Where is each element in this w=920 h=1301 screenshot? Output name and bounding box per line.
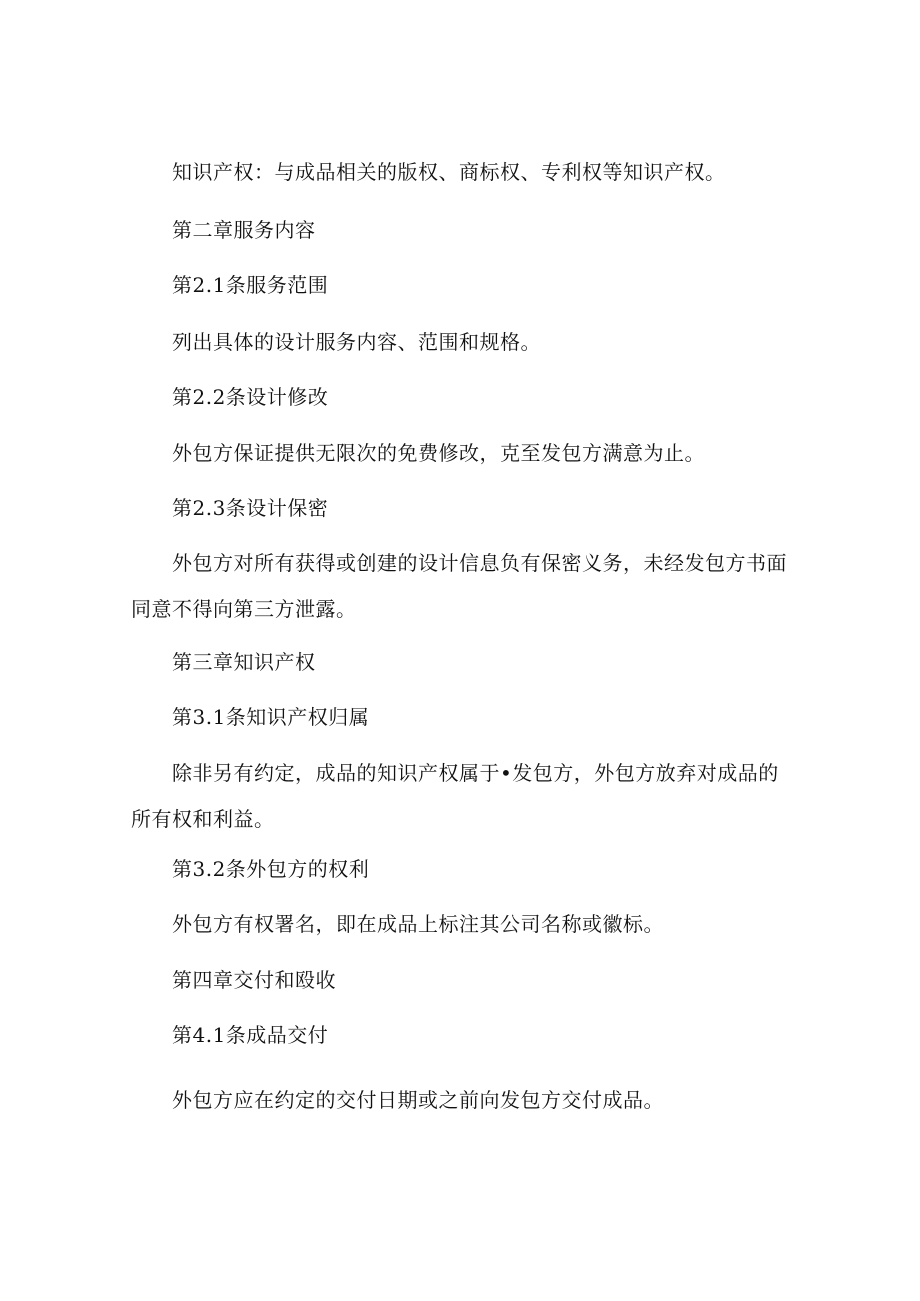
article-3-1-heading: 第3.1条知识产权归属 bbox=[172, 705, 370, 729]
article-3-1-text: 除非另有约定，成品的知识产权属于•发包方，外包方放弃对成品的所有权和利益。 bbox=[131, 761, 779, 831]
article-4-1-text: 外包方应在约定的交付日期或之前向发包方交付成品。 bbox=[172, 1088, 664, 1112]
article-2-2-heading: 第2.2条设计修改 bbox=[172, 385, 329, 409]
article-3-2-heading: 第3.2条外包方的权利 bbox=[172, 857, 370, 881]
article-2-1-text: 列出具体的设计服务内容、范围和规格。 bbox=[172, 330, 541, 354]
article-2-1-heading: 第2.1条服务范围 bbox=[172, 273, 329, 297]
chapter-4-heading: 第四章交付和殴收 bbox=[172, 968, 336, 992]
definition-ip: 知识产权：与成品相关的版权、商标权、专利权等知识产权。 bbox=[172, 160, 726, 184]
article-2-2-text: 外包方保证提供无限次的免费修改，克至发包方满意为止。 bbox=[172, 441, 705, 465]
article-2-3-text: 外包方对所有获得或创建的设计信息负有保密义务，未经发包方书面同意不得向第三方泄露。 bbox=[131, 551, 787, 621]
article-4-1-heading: 第4.1条成品交付 bbox=[172, 1023, 329, 1047]
chapter-3-heading: 第三章知识产权 bbox=[172, 650, 316, 674]
article-3-2-text: 外包方有权署名，即在成品上标注其公司名称或徽标。 bbox=[172, 912, 664, 936]
chapter-2-heading: 第二章服务内容 bbox=[172, 218, 316, 242]
article-2-3-heading: 第2.3条设计保密 bbox=[172, 496, 329, 520]
